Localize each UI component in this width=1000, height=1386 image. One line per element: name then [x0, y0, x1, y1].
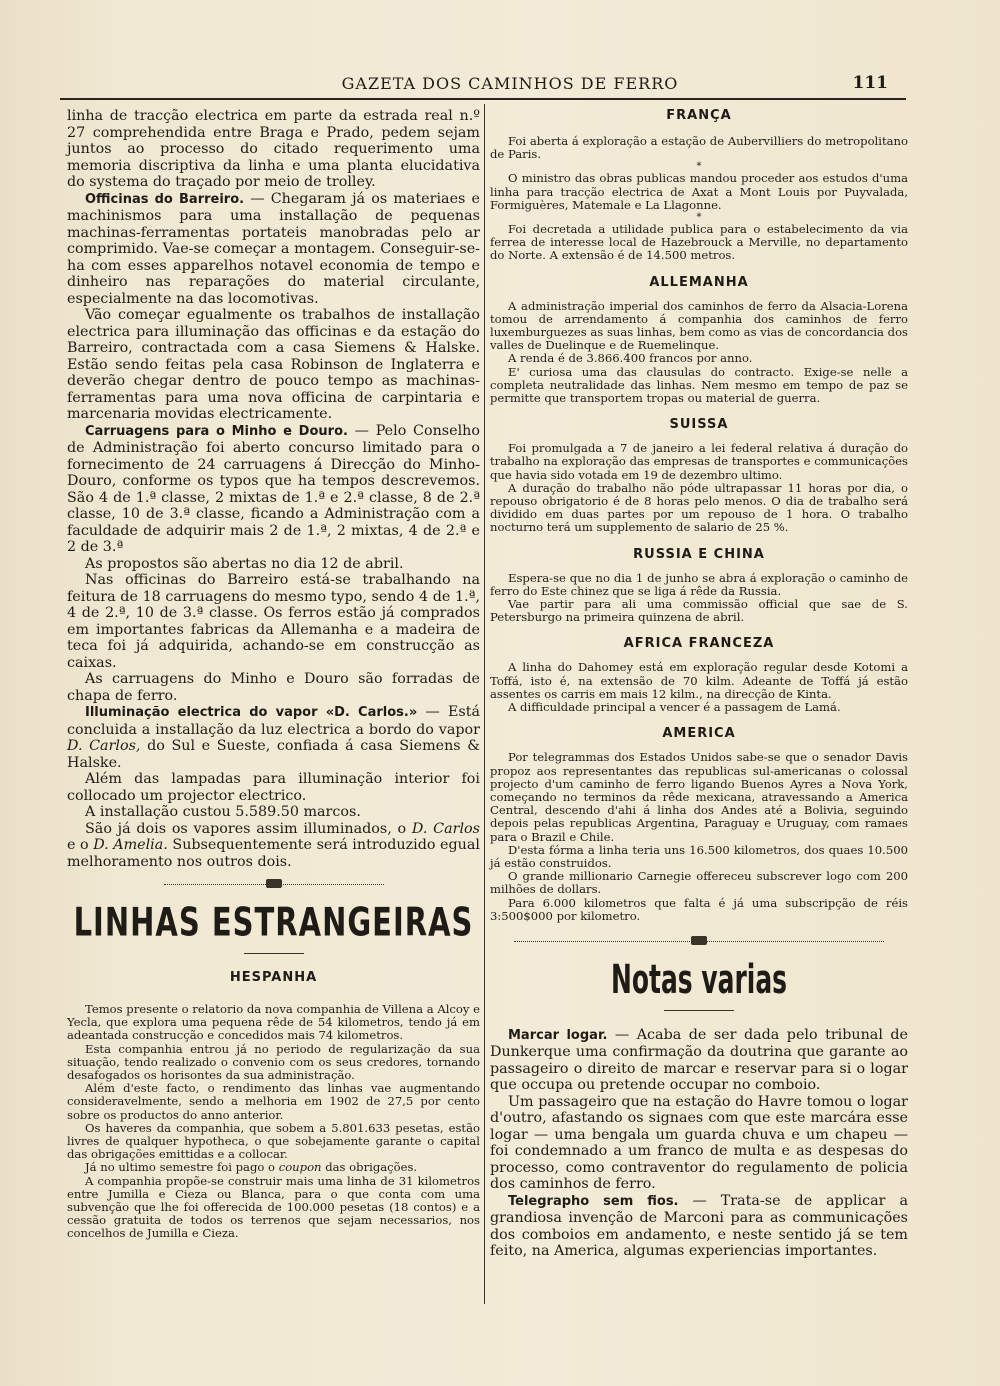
paragraph-text: e o	[67, 837, 94, 853]
paragraph	[67, 423, 480, 556]
paragraph-text: — Chegaram já os materiaes e machinismos para uma installação de pequenas machinas-ferramentas portateis manobradas pelo ar comprimido. Vae-se começar a montagem. Conseguir-se-ha com esses apparelhos notavel economia de tempo e dinheiro nas reparações do material circulante, especialmente na das locomotivas.	[67, 190, 481, 307]
paragraph	[490, 1027, 908, 1094]
paragraph: Foi decretada a utilidade publica para o estabelecimento da via ferrea de interesse local de Hazebrouck a Merville, no departamento do Norte. A extensão é de 14.500 metros.	[490, 222, 908, 263]
paragraph-text: — Trata-se de applicar a grandiosa invenção de Marconi para as communicações dos comboios em andamento, e neste sentido já se tem feito, na America, algumas experiencias importantes.	[490, 1192, 908, 1260]
paragraph-text: — Pelo Conselho de Administração foi aberto concurso limitado para o fornecimento de 24 carruagens á Direcção do Minho-Douro, conforme os typos que ha tempos descrevemos. São 4 de 1.ª classe, 2 mixtas de 1.ª e 2.ª classe, 8 de 2.ª classe, 10 de 3.ª classe, ficando a Administração com a faculdade de adquirir mais 2 de 1.ª, 2 mixtas, 4 de 2.ª e 2 de 3.ª	[67, 422, 480, 555]
ornament-rule	[164, 884, 384, 893]
paragraph: As propostos são abertas no dia 12 de abril.	[85, 555, 404, 572]
paragraph-text: — Está concluida a installação da luz electrica a bordo do vapor	[67, 704, 481, 738]
paragraph: Vae partir para ali uma commissão official que sae de S. Petersburgo na primeira quinzena de abril.	[490, 597, 908, 625]
right-column	[490, 108, 908, 1260]
paragraph: A duração do trabalho não póde ultrapassar 11 horas por dia, o repouso obrigatorio é de 8 horas pelo menos. O dia de trabalho será dividido em duas partes por um repouso de 1 hora. O trabalho nocturno terá um supplemento de salario de 25 %.	[490, 480, 908, 535]
paragraph	[67, 704, 480, 771]
paragraph-text: Já no ultimo semestre foi pago o	[85, 1160, 279, 1175]
runin-heading-carruagens: Carruagens para o Minho e Douro.	[85, 423, 348, 439]
runin-heading-illuminacao: Illuminação electrica do vapor «D. Carlos.»	[85, 705, 418, 720]
paragraph: Além das lampadas para illuminação interior foi collocado um projector electrico.	[67, 771, 480, 804]
paragraph: Espera-se que no dia 1 de junho se abra á exploração o caminho de ferro do Este chinez que se liga á rêde da Russia.	[490, 570, 908, 598]
heading-suissa: SUISSA	[669, 417, 729, 433]
column-divider	[484, 104, 485, 1304]
heading-franca: FRANÇA	[666, 108, 732, 123]
heading-hespanha: HESPANHA	[229, 970, 318, 985]
paragraph: Os haveres da companhia, que sobem a 5.801.633 pesetas, estão livres de qualquer hypotheca, o que sobejamente garante o capital das obrigações emittidas e a collocar.	[67, 1120, 480, 1162]
paragraph: A renda é de 3.866.400 francos por anno.	[508, 351, 753, 366]
page-number: 111	[852, 73, 888, 93]
italic-text: D. Carlos,	[67, 738, 141, 754]
left-column	[67, 108, 480, 1241]
runin-heading-telegrapho: Telegrapho sem fios.	[508, 1193, 679, 1209]
paragraph: O grande millionario Carnegie offereceu subscrever logo com 200 milhões de dollars.	[490, 869, 908, 897]
ornament-icon	[691, 936, 707, 945]
italic-text: coupon	[278, 1160, 322, 1175]
paragraph: A companhia propõe-se construir mais uma linha de 31 kilometros entre Jumilla e Cieza ou Blanca, para o que conta com uma subvenção que lhe foi offerecida de 100.000 pesetas (18 contos) e a cessão gratuita de todos os terrenos que sejam necessarios, nos concelhos de Jumilla e Cieza.	[67, 1173, 480, 1241]
paragraph: linha de tracção electrica em parte da estrada real n.º 27 comprehendida entre Braga e Prado, pedem sejam juntos ao processo do citado requerimento uma memoria discriptiva da linha e uma planta elucidativa do systema do traçado por meio de trolley.	[67, 108, 480, 190]
heading-allemanha: ALLEMANHA	[649, 274, 749, 290]
paragraph: Temos presente o relatorio da nova companhia de Villena a Alcoy e Yecla, que explora uma pequena rêde de 54 kilometros, tendo já em adeantada construcção e concedidos mais 74 kilometros.	[67, 1002, 480, 1043]
paragraph: O ministro das obras publicas mandou proceder aos estudos d'uma linha para tracção electrica de Axat a Mont Louis por Puyvalada, Formiguères, Matemale e La Llagonne.	[490, 171, 908, 212]
section-title: LINHAS ESTRANGEIRAS	[73, 899, 474, 945]
paragraph: E' curiosa uma das clausulas do contracto. Exige-se nelle a completa neutralidade das linhas. Nem mesmo em tempo de paz se permitte que transportem tropas ou material de guerra.	[490, 364, 908, 406]
paragraph: Além d'este facto, o rendimento das linhas vae augmentando consideravelmente, sendo a melhoria em 1902 de 27,5 por cento sobre os productos do anno anterior.	[67, 1081, 480, 1122]
section-title-notas: Notas varias	[610, 955, 788, 1003]
heading-america: AMERICA	[662, 726, 736, 742]
paragraph	[67, 1161, 480, 1174]
paragraph-text: São já dois os vapores assim illuminados, o	[85, 820, 412, 837]
paragraph: As carruagens do Minho e Douro são forradas de chapa de ferro.	[67, 671, 480, 704]
paragraph	[490, 1193, 908, 1260]
paragraph: Um passageiro que na estação do Havre tomou o logar d'outro, afastando os signaes com que este marcára esse logar — uma bengala um guarda chuva e um chapeu — foi condemnado a um franco de multa e as despesas do processo, como contraventor do regulamento de policia dos caminhos de ferro.	[490, 1093, 908, 1193]
paragraph: Foi promulgada a 7 de janeiro a lei federal relativa á duração do trabalho na exploração das empresas de transportes e communicações que havia sido votada em 19 de dezembro ultimo.	[490, 441, 908, 482]
italic-text: D. Carlos	[411, 820, 480, 837]
runin-heading-officinas: Officinas do Barreiro.	[85, 191, 245, 207]
header-title: GAZETA DOS CAMINHOS DE FERRO	[341, 74, 679, 93]
ornament-icon	[266, 879, 282, 888]
paragraph-text: do Sul e Sueste, confiada á casa Siemens & Halske.	[67, 738, 480, 771]
paragraph	[67, 821, 480, 871]
paragraph: Por telegrammas dos Estados Unidos sabe-se que o senador Davis propoz aos representantes das republicas sul-americanas o colossal projecto d'um caminho de ferro ligando Buenos Ayres a Nova York, começando no terminos da rêde mexicana, atravessando a America Central, descendo d'ahi á linha dos Andes até a Bolivia, seguindo depois pelas republicas Argentina, Paraguay e Uruguay, com ramaes para o Brazil e Chile.	[490, 750, 908, 844]
heading-russia-china: RUSSIA E CHINA	[633, 546, 765, 562]
page-header	[60, 72, 906, 100]
italic-text: D. Amelia.	[93, 837, 168, 853]
paragraph: Nas officinas do Barreiro está-se trabalhando na feitura de 18 carruagens do mesmo typo, sendo 4 de 1.ª, 4 de 2.ª, 10 de 3.ª classe. Os ferros estão já comprados em importantes fabricas da Allemanha e a madeira de teca foi já adquirida, achando-se em construcção as caixas.	[67, 572, 480, 671]
paragraph: A difficuldade principal a vencer é a passagem de Lamá.	[508, 700, 841, 715]
paragraph: D'esta fórma a linha teria uns 16.500 kilometros, dos quaes 10.500 já estão construidos.	[490, 842, 908, 870]
ornament-rule	[514, 941, 884, 950]
paragraph: Esta companhia entrou já no periodo de regularização da sua situação, tendo realizado o convenio com os seus credores, tornando desafogados os horisontes da sua administração.	[67, 1041, 480, 1083]
paragraph: A administração imperial dos caminhos de ferro da Alsacia-Lorena tomou de arrendamento á companhia dos caminhos de ferro luxemburguezes as suas linhas, bem como as vias de concordancia dos valles de Duelinque e de Ruemelinque.	[490, 298, 908, 353]
star-separator: *	[696, 212, 702, 224]
short-rule	[244, 953, 304, 954]
paragraph: Foi aberta á exploração a estação de Aubervilliers do metropolitano de Paris.	[490, 134, 908, 162]
paragraph: A linha do Dahomey está em exploração regular desde Kotomi a Toffá, isto é, na extensão de 70 kilm. Adeante de Toffá já estão assentes os carris em mais 12 kilm., na direcção de Kinta.	[490, 660, 908, 701]
star-separator: *	[696, 161, 702, 173]
runin-heading-marcar: Marcar logar.	[508, 1027, 608, 1043]
paragraph	[67, 191, 480, 308]
paragraph: A installação custou 5.589.50 marcos.	[85, 804, 361, 820]
heading-africa-franceza: AFRICA FRANCEZA	[623, 636, 775, 652]
paragraph-text: Subsequentemente será introduzido egual melhoramento nos outros dois.	[67, 837, 480, 870]
short-rule	[664, 1010, 734, 1011]
paragraph: Vão começar egualmente os trabalhos de installação electrica para illuminação das officinas e da estação do Barreiro, contractada com a casa Siemens & Halske. Estão sendo feitas pela casa Robinson de Inglaterra e deverão chegar dentro de pouco tempo as machinas-ferramentas para uma nova officina de carpintaria e marcenaria movidas electricamente.	[67, 307, 480, 422]
paragraph: Para 6.000 kilometros que falta é já uma subscripção de réis 3:500$000 por kilometro.	[490, 895, 908, 923]
paragraph-text: das obrigações.	[321, 1160, 418, 1175]
paragraph-text: — Acaba de ser dada pelo tribunal de Dunkerque uma confirmação da doutrina que garante ao passageiro o direito de marcar e reservar para si o logar que occupa ou pretende occupar no comboio.	[490, 1026, 908, 1094]
